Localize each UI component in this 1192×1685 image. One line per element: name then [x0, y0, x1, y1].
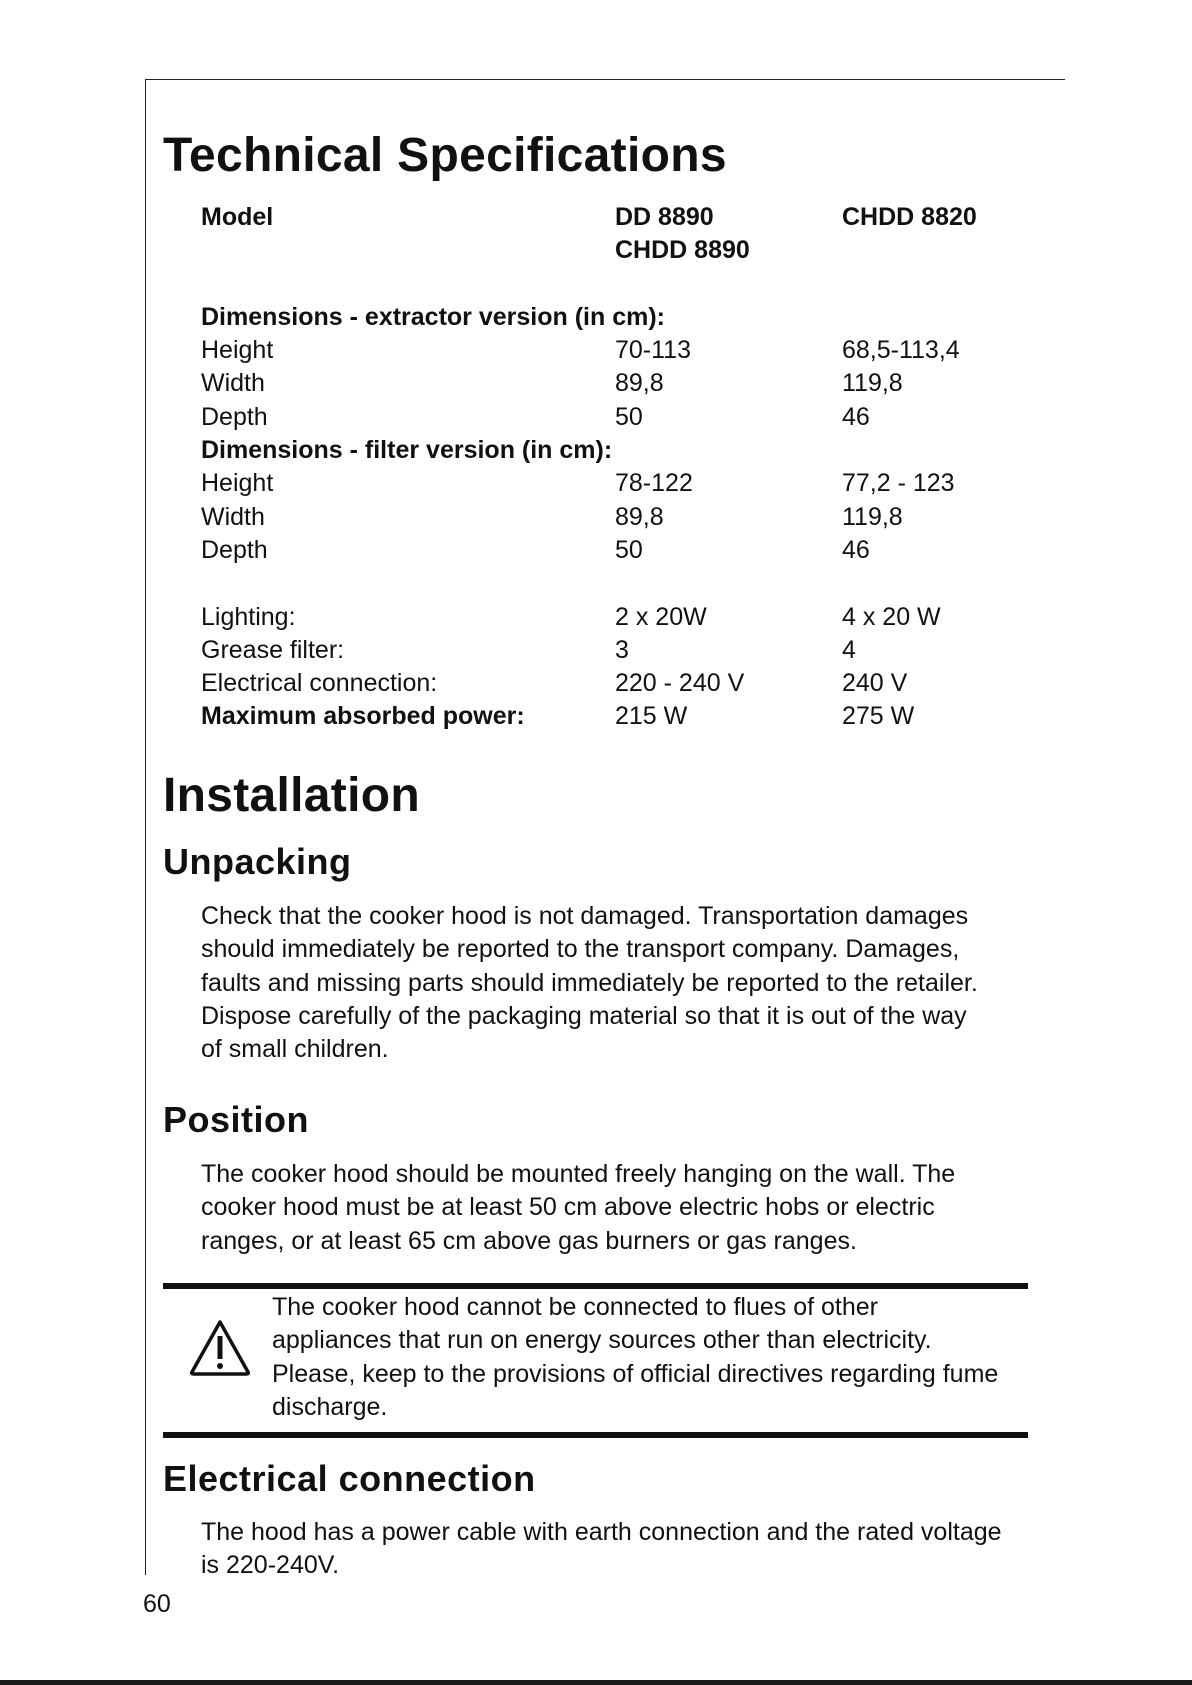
spec-row: [201, 700, 1051, 733]
spec-label: Maximum absorbed power:: [201, 702, 525, 731]
spec-value-a: 215 W: [615, 702, 688, 731]
spec-label: Height: [201, 469, 274, 498]
spec-value-b: 275 W: [842, 702, 915, 731]
spec-label: Width: [201, 502, 265, 531]
spec-label: Electrical connection:: [201, 669, 438, 698]
spec-value-a: 2 x 20W: [615, 602, 707, 631]
text-line: cooker hood must be at least 50 cm above electric hobs or electric: [201, 1193, 935, 1222]
spacer: [201, 268, 1051, 301]
spec-value-b: 240 V: [842, 669, 908, 698]
unpacking-title: Unpacking: [163, 841, 352, 882]
text-line: Check that the cooker hood is not damaged. Transportation damages: [201, 902, 969, 930]
spec-label: Grease filter:: [201, 635, 345, 664]
filter-heading-row: [201, 434, 1051, 467]
specifications-table: [201, 201, 1051, 734]
model-header-row-2: [201, 234, 1051, 267]
warning-triangle-icon: [188, 1318, 252, 1378]
text-line: faults and missing parts should immediately be reported to the retailer.: [201, 968, 978, 997]
spec-row: [201, 401, 1051, 434]
spec-value-b: 77,2 - 123: [842, 469, 955, 498]
text-line: Please, keep to the provisions of official directives regarding fume: [272, 1359, 999, 1388]
spec-value-a: 220 - 240 V: [615, 669, 745, 698]
model-a-name-2: CHDD 8890: [615, 236, 750, 265]
warning-top-rule: [163, 1283, 1028, 1289]
spec-value-b: 119,8: [842, 369, 903, 398]
electrical-connection-title: Electrical connection: [163, 1458, 536, 1499]
spec-value-b: 4: [842, 635, 856, 664]
spec-row: [201, 634, 1051, 667]
extractor-heading-row: [201, 301, 1051, 334]
spec-row: [201, 501, 1051, 534]
spec-value-a: 70-113: [615, 336, 691, 365]
warning-text: [272, 1291, 998, 1424]
position-title: Position: [163, 1099, 309, 1140]
spec-value-a: 89,8: [615, 502, 664, 531]
model-a-name: DD 8890: [615, 203, 714, 231]
page-number: 60: [143, 1590, 171, 1618]
spec-value-b: 4 x 20 W: [842, 602, 941, 631]
text-line: The cooker hood cannot be connected to flues of other: [272, 1293, 878, 1321]
text-line: should immediately be reported to the transport company. Damages,: [201, 935, 960, 964]
warning-bottom-rule: [163, 1432, 1028, 1438]
text-line: of small children.: [201, 1035, 389, 1064]
spec-value-a: 50: [615, 535, 643, 564]
spec-value-a: 3: [615, 635, 629, 664]
text-line: appliances that run on energy sources other than electricity.: [272, 1326, 932, 1355]
installation-title: Installation: [163, 769, 420, 822]
text-line: The cooker hood should be mounted freely hanging on the wall. The: [201, 1160, 956, 1188]
technical-specifications-title: Technical Specifications: [163, 129, 727, 182]
spec-value-a: 78-122: [615, 469, 693, 498]
top-rule: [145, 79, 1065, 80]
spec-value-a: 89,8: [615, 369, 664, 398]
left-margin-rule: [145, 79, 146, 1575]
spacer: [201, 567, 1051, 600]
model-label: Model: [201, 203, 274, 231]
spec-label: Width: [201, 369, 265, 398]
spec-value-b: 46: [842, 402, 870, 431]
unpacking-paragraph: [201, 900, 1041, 1066]
text-line: Dispose carefully of the packaging material so that it is out of the way: [201, 1001, 967, 1030]
spec-value-a: 50: [615, 402, 643, 431]
spec-row: [201, 601, 1051, 634]
spec-label: Height: [201, 336, 274, 365]
spec-row: [201, 467, 1051, 500]
model-b-name: CHDD 8820: [842, 203, 977, 231]
spec-label: Depth: [201, 402, 268, 431]
spec-row: [201, 534, 1051, 567]
spec-label: Depth: [201, 535, 268, 564]
position-paragraph: [201, 1158, 1041, 1258]
electrical-paragraph: [201, 1516, 1041, 1583]
text-line: The hood has a power cable with earth connection and the rated voltage: [201, 1518, 1002, 1546]
spec-row: [201, 667, 1051, 700]
extractor-heading: Dimensions - extractor version (in cm):: [201, 302, 666, 331]
spec-value-b: 46: [842, 535, 870, 564]
spec-value-b: 68,5-113,4: [842, 336, 960, 365]
filter-heading: Dimensions - filter version (in cm):: [201, 436, 613, 465]
spec-value-b: 119,8: [842, 502, 903, 531]
spec-label: Lighting:: [201, 602, 296, 631]
model-header-row: [201, 201, 1051, 234]
text-line: ranges, or at least 65 cm above gas burners or gas ranges.: [201, 1226, 857, 1255]
text-line: discharge.: [272, 1392, 388, 1421]
text-line: is 220-240V.: [201, 1551, 340, 1580]
spec-row: [201, 367, 1051, 400]
spec-row: [201, 334, 1051, 367]
bottom-edge: [0, 1680, 1192, 1685]
